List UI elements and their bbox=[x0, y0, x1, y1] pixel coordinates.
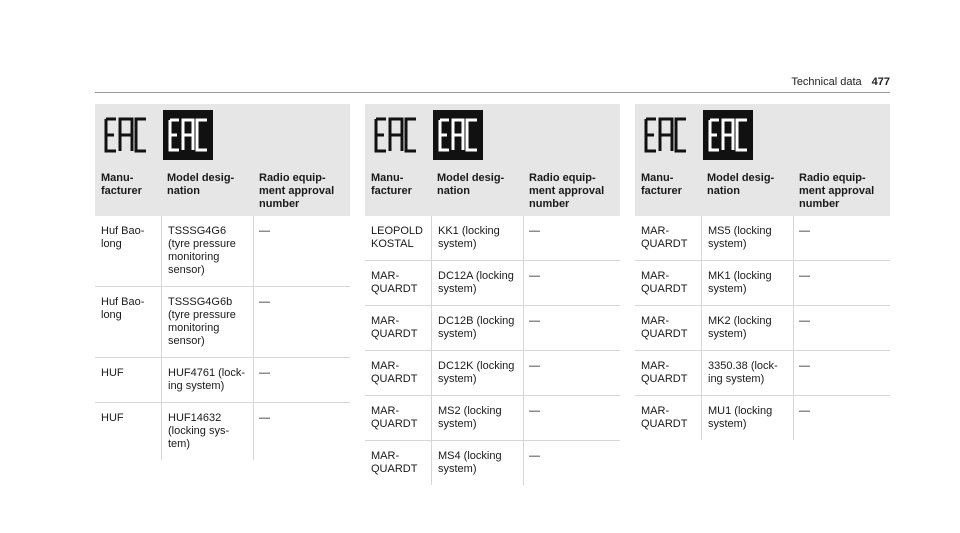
cell-model: MS2 (locking system) bbox=[431, 396, 523, 440]
cell-approval-number: — bbox=[253, 216, 350, 286]
table-row bbox=[635, 306, 890, 351]
column-header-model: Model desig- nation bbox=[167, 172, 235, 197]
cell-manufacturer: MAR- QUARDT bbox=[371, 315, 418, 340]
cell-manufacturer: MAR- QUARDT bbox=[371, 405, 418, 430]
cell-approval-number: — bbox=[523, 396, 620, 440]
cell-manufacturer: LEOPOLD KOSTAL bbox=[371, 225, 423, 250]
cell-approval-number: — bbox=[793, 216, 890, 260]
cell-approval-number: — bbox=[523, 261, 620, 305]
column-header-approval: Radio equip- ment approval number bbox=[259, 172, 335, 210]
cell-approval-number: — bbox=[523, 216, 620, 260]
cell-manufacturer: MAR- QUARDT bbox=[641, 270, 688, 295]
table-row bbox=[365, 351, 620, 396]
column-header-approval: Radio equip- ment approval number bbox=[799, 172, 875, 210]
column-header-manufacturer: Manu- facturer bbox=[371, 172, 412, 197]
table-row bbox=[365, 261, 620, 306]
cell-approval-number: — bbox=[253, 358, 350, 402]
approval-table bbox=[365, 104, 620, 485]
eac-outline-logo-icon bbox=[641, 110, 691, 160]
page-number: 477 bbox=[871, 76, 890, 88]
cell-model: MS5 (locking system) bbox=[701, 216, 793, 260]
header-rule bbox=[95, 92, 890, 93]
cell-model: KK1 (locking system) bbox=[431, 216, 523, 260]
cell-model: HUF4761 (lock- ing system) bbox=[161, 358, 253, 402]
table-row bbox=[635, 351, 890, 396]
table-row bbox=[95, 287, 350, 358]
cell-manufacturer: MAR- QUARDT bbox=[371, 270, 418, 295]
table-row bbox=[365, 396, 620, 441]
table-row bbox=[635, 216, 890, 261]
page-header bbox=[791, 76, 890, 88]
cell-model: DC12K (locking system) bbox=[431, 351, 523, 395]
cell-model: TSSSG4G6b (tyre pressure monitoring sensor) bbox=[161, 287, 253, 357]
table-header bbox=[635, 104, 890, 216]
cell-model: MU1 (locking system) bbox=[701, 396, 793, 440]
cell-approval-number: — bbox=[793, 351, 890, 395]
cell-manufacturer: MAR- QUARDT bbox=[371, 450, 418, 475]
cell-model: DC12B (locking system) bbox=[431, 306, 523, 350]
cell-approval-number: — bbox=[253, 403, 350, 460]
table-header bbox=[365, 104, 620, 216]
column-header-approval: Radio equip- ment approval number bbox=[529, 172, 605, 210]
eac-solid-logo-icon bbox=[703, 110, 753, 160]
cell-manufacturer: MAR- QUARDT bbox=[641, 225, 688, 250]
cell-manufacturer: MAR- QUARDT bbox=[641, 360, 688, 385]
cell-model: MK2 (locking system) bbox=[701, 306, 793, 350]
cell-model: MS4 (locking system) bbox=[431, 441, 523, 485]
cell-approval-number: — bbox=[793, 396, 890, 440]
cell-model: MK1 (locking system) bbox=[701, 261, 793, 305]
table-row bbox=[365, 306, 620, 351]
cell-approval-number: — bbox=[793, 306, 890, 350]
table-row bbox=[95, 403, 350, 460]
eac-logos bbox=[101, 110, 213, 160]
table-row bbox=[635, 396, 890, 440]
cell-approval-number: — bbox=[793, 261, 890, 305]
cell-manufacturer: HUF bbox=[101, 367, 124, 379]
table-header bbox=[95, 104, 350, 216]
cell-manufacturer: MAR- QUARDT bbox=[641, 315, 688, 340]
cell-approval-number: — bbox=[523, 441, 620, 485]
column-header-model: Model desig- nation bbox=[437, 172, 505, 197]
column-header-model: Model desig- nation bbox=[707, 172, 775, 197]
table-row bbox=[95, 358, 350, 403]
cell-approval-number: — bbox=[523, 351, 620, 395]
eac-logos bbox=[371, 110, 483, 160]
approval-table bbox=[635, 104, 890, 440]
column-header-manufacturer: Manu- facturer bbox=[641, 172, 682, 197]
eac-solid-logo-icon bbox=[163, 110, 213, 160]
cell-manufacturer: MAR- QUARDT bbox=[641, 405, 688, 430]
cell-model: HUF14632 (locking sys- tem) bbox=[161, 403, 253, 460]
cell-manufacturer: MAR- QUARDT bbox=[371, 360, 418, 385]
cell-model: 3350.38 (lock- ing system) bbox=[701, 351, 793, 395]
column-header-manufacturer: Manu- facturer bbox=[101, 172, 142, 197]
cell-approval-number: — bbox=[253, 287, 350, 357]
cell-manufacturer: Huf Bao- long bbox=[101, 296, 145, 321]
eac-outline-logo-icon bbox=[101, 110, 151, 160]
eac-logos bbox=[641, 110, 753, 160]
cell-model: TSSSG4G6 (tyre pressure monitoring sensor) bbox=[161, 216, 253, 286]
cell-approval-number: — bbox=[523, 306, 620, 350]
approval-table bbox=[95, 104, 350, 460]
section-title: Technical data bbox=[791, 76, 862, 88]
table-row bbox=[365, 441, 620, 485]
cell-manufacturer: Huf Bao- long bbox=[101, 225, 145, 250]
cell-manufacturer: HUF bbox=[101, 412, 124, 424]
cell-model: DC12A (locking system) bbox=[431, 261, 523, 305]
table-row bbox=[635, 261, 890, 306]
table-row bbox=[365, 216, 620, 261]
table-row bbox=[95, 216, 350, 287]
eac-solid-logo-icon bbox=[433, 110, 483, 160]
eac-outline-logo-icon bbox=[371, 110, 421, 160]
